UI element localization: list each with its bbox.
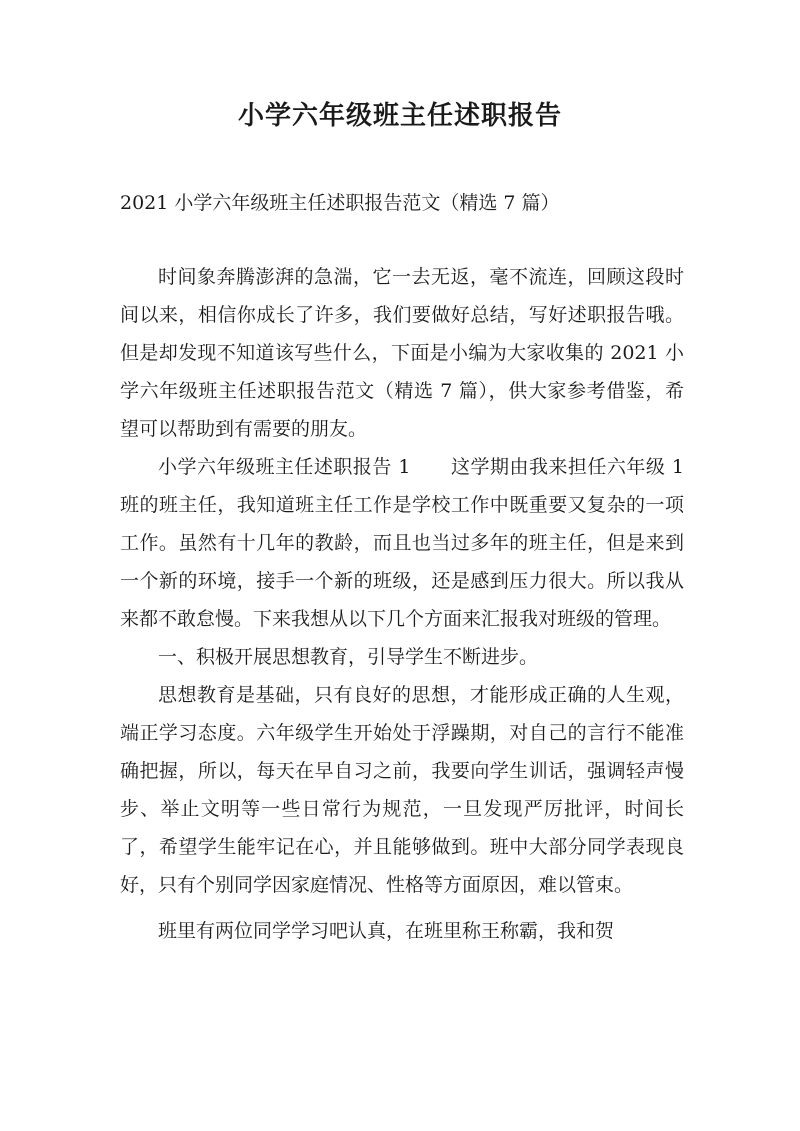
document-body <box>120 258 684 950</box>
intro-paragraph: 时间象奔腾澎湃的急湍，它一去无返，毫不流连，回顾这段时间以来，相信你成长了许多，我们要做好总结，写好述职报告哦。但是却发现不知道该写些什么，下面是小编为大家收集的 2021 小学六年级班主任述职报告范文（精选 7 篇），供大家参考借鉴，希望可以帮助到有需要的朋友。 <box>120 266 684 440</box>
document-title: 小学六年级班主任述职报告 <box>237 101 562 131</box>
section-1-paragraph: 思想教育是基础，只有良好的思想，才能形成正确的人生观，端正学习态度。六年级学生开始处于浮躁期，对自己的言行不能准确把握，所以，每天在早自习之前，我要向学生训话，强调轻声慢步、举止文明等一些日常行为规范，一旦发现严厉批评，时间长了，希望学生能牢记在心，并且能够做到。班中大部分同学表现良好，只有个别同学因家庭情况、性格等方面原因，难以管束。 <box>120 684 684 896</box>
report-1-body: 这学期由我来担任六年级 1 班的班主任，我知道班主任工作是学校工作中既重要又复杂的一项工作。虽然有十几年的教龄，而且也当过多年的班主任，但是来到一个新的环境，接手一个新的班级，还是感到压力很大。所以我从来都不敢怠慢。下来我想从以下几个方面来汇报我对班级的管理。 <box>120 456 684 630</box>
report-1-heading: 小学六年级班主任述职报告 1 <box>158 456 411 478</box>
document-subtitle: 2021 小学六年级班主任述职报告范文（精选 7 篇） <box>120 192 560 214</box>
section-1-paragraph-continued: 班里有两位同学学习吧认真，在班里称王称霸，我和贺 <box>158 920 615 942</box>
report-1-paragraph <box>120 448 684 638</box>
section-heading-1: 一、积极开展思想教育，引导学生不断进步。 <box>158 646 539 668</box>
